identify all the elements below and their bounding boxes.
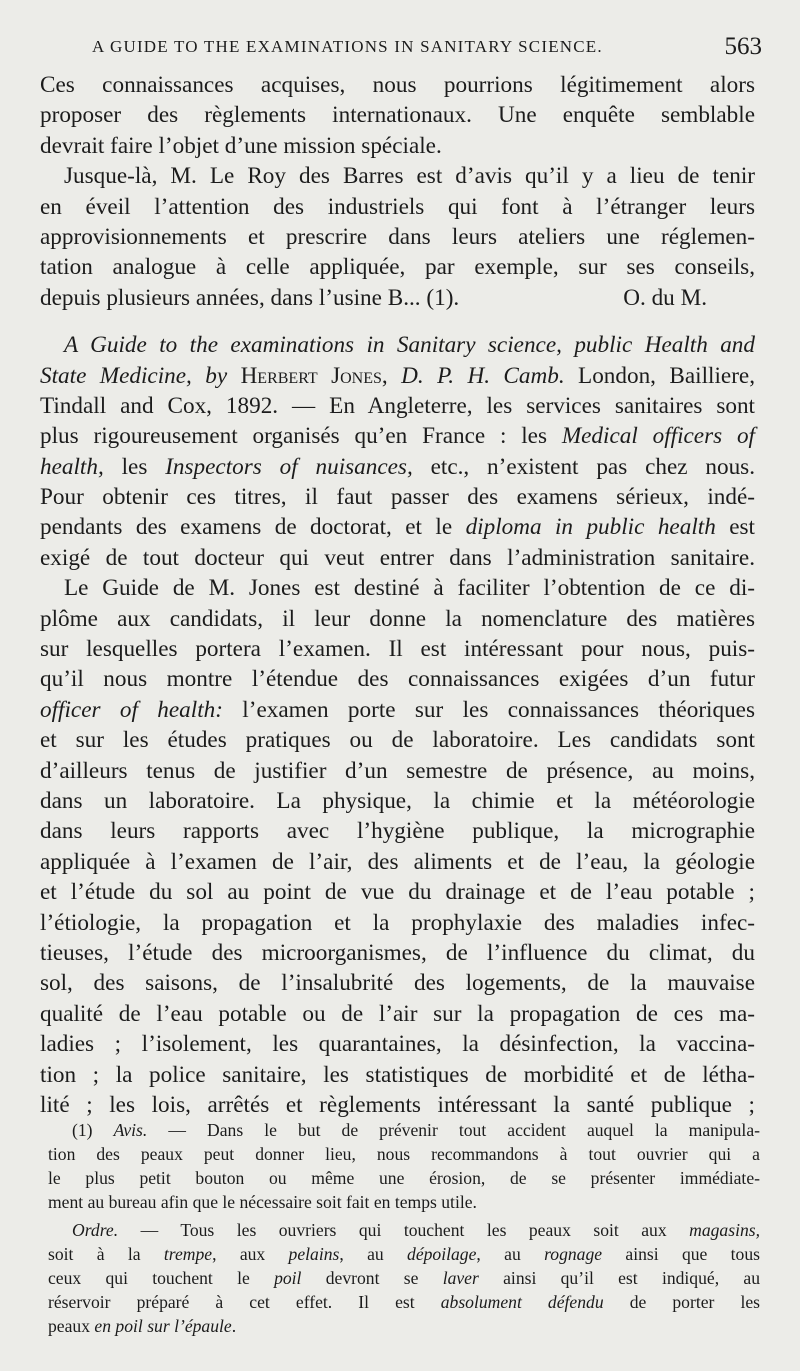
text-line: lité ; les lois, arrêtés et règlements intéressant la santé publique ; <box>40 1091 755 1118</box>
footnote-line: peaux en poil sur l’épaule. <box>48 1316 237 1336</box>
text-line: Jusque-là, M. Le Roy des Barres est d’avis qu’il y a lieu de tenir <box>64 163 755 190</box>
text-line: qu’il nous montre l’étendue des connaissances exigées d’un futur <box>40 666 755 693</box>
footnote-label: Ordre. <box>72 1220 119 1240</box>
text-line: pendants des examens de doctorat, et le diploma in public health est <box>40 514 755 541</box>
footnote-line: réservoir préparé à cet effet. Il est absolument défendu de porter les <box>48 1292 761 1312</box>
text-line: tation analogue à celle appliquée, par exemple, sur ses conseils, <box>40 254 755 281</box>
footnote-line: soit à la trempe, aux pelains, au dépoilage, au rognage ainsi que tous <box>48 1244 760 1264</box>
text-line: sur lesquelles portera l’examen. Il est intéressant pour nous, puis- <box>40 636 755 663</box>
text-line: et sur les études pratiques ou de laboratoire. Les candidats sont <box>40 727 755 754</box>
author-name: Herbert Jones <box>240 362 382 389</box>
text-line <box>40 283 755 313</box>
text-line: plus rigoureusement organisés qu’en France : les Medical officers of <box>40 423 755 450</box>
text-line: et l’étude du sol au point de vue du drainage et de l’eau potable ; <box>40 879 755 906</box>
text-line: en éveil l’attention des industriels qui font à l’étranger leurs <box>40 193 755 220</box>
footnote-number: (1) <box>72 1120 114 1140</box>
book-title-cont: State Medicine, by <box>40 362 241 389</box>
text-line: dans leurs rapports avec l’hygiène publique, la micrographie <box>40 818 755 845</box>
text-line: devrait faire l’objet d’une mission spéciale. <box>40 132 442 159</box>
text-line: plôme aux candidats, il leur donne la nomenclature des matières <box>40 605 755 632</box>
text-line: l’étiologie, la propagation et la prophylaxie des maladies infec- <box>40 909 755 936</box>
text-line: officer of health: l’examen porte sur les connaissances théoriques <box>40 696 755 723</box>
line-text: depuis plusieurs années, dans l’usine B... (1). <box>40 284 460 311</box>
text-line: sol, des saisons, de l’insalubrité des logements, de la mauvaise <box>40 970 755 997</box>
text-line: tieuses, l’étude des microorganismes, de l’influence du climat, du <box>40 939 755 966</box>
text-line: tion ; la police sanitaire, les statistiques de morbidité et de létha- <box>40 1061 755 1088</box>
text-line: d’ailleurs tenus de justifier d’un semestre de présence, au moins, <box>40 757 755 784</box>
running-header <box>40 33 762 63</box>
text-line: Ces connaissances acquises, nous pourrions légitimement alors <box>40 72 755 98</box>
footnote-line: le plus petit bouton ou même une érosion, de se présenter immédiate- <box>48 1168 760 1188</box>
text-line: approvisionnements et prescrire dans leurs ateliers une réglemen- <box>40 223 755 250</box>
footnote-line: ment au bureau afin que le nécessaire soit fait en temps utile. <box>48 1192 477 1212</box>
text-line: ladies ; l’isolement, les quarantaines, la désinfection, la vaccina- <box>40 1031 755 1058</box>
footnote-line: (1) Avis. — Dans le but de prévenir tout accident auquel la manipula- <box>72 1120 760 1140</box>
text-line: proposer des règlements internationaux. Une enquête semblable <box>40 102 755 129</box>
footnote-line: ceux qui touchent le poil devront se laver ainsi qu’il est indiqué, au <box>48 1268 760 1288</box>
text-line: Pour obtenir ces titres, il faut passer des examens sérieux, indé- <box>40 484 755 511</box>
text-line: dans un laboratoire. La physique, la chimie et la météorologie <box>40 787 755 814</box>
author-signature: O. du M. <box>623 284 707 311</box>
book-title: A Guide to the examinations in Sanitary science, public Health and <box>64 332 755 359</box>
text-line: State Medicine, by Herbert Jones, D. P. H. Camb. London, Bailliere, <box>40 362 756 389</box>
text-line: exigé de tout docteur qui veut entrer dans l’administration sanitaire. <box>40 544 755 571</box>
text-line <box>40 330 755 360</box>
text-line: appliquée à l’examen de l’air, des aliments et de l’eau, la géologie <box>40 848 755 875</box>
footnote-line: tion des peaux peut donner lieu, nous recommandons à tout ouvrier qui a <box>48 1144 760 1164</box>
text-line: Le Guide de M. Jones est destiné à faciliter l’obtention de ce di- <box>64 575 755 602</box>
footnote-line: Ordre. — Tous les ouvriers qui touchent les peaux soit aux magasins, <box>72 1220 760 1240</box>
text-line: qualité de l’eau potable ou de l’air sur la propagation de ces ma- <box>40 1000 755 1027</box>
footnotes <box>48 1118 760 1338</box>
running-title: A GUIDE TO THE EXAMINATIONS IN SANITARY SCIENCE. <box>92 37 603 56</box>
main-text <box>40 70 755 1120</box>
page-number: 563 <box>724 33 762 60</box>
footnote-label: Avis. <box>113 1120 148 1140</box>
text-line: health, les Inspectors of nuisances, etc., n’existent pas chez nous. <box>40 453 755 480</box>
author-degree: D. P. H. Camb. <box>401 362 565 389</box>
text-line: Tindall and Cox, 1892. — En Angleterre, les services sanitaires sont <box>40 392 755 419</box>
